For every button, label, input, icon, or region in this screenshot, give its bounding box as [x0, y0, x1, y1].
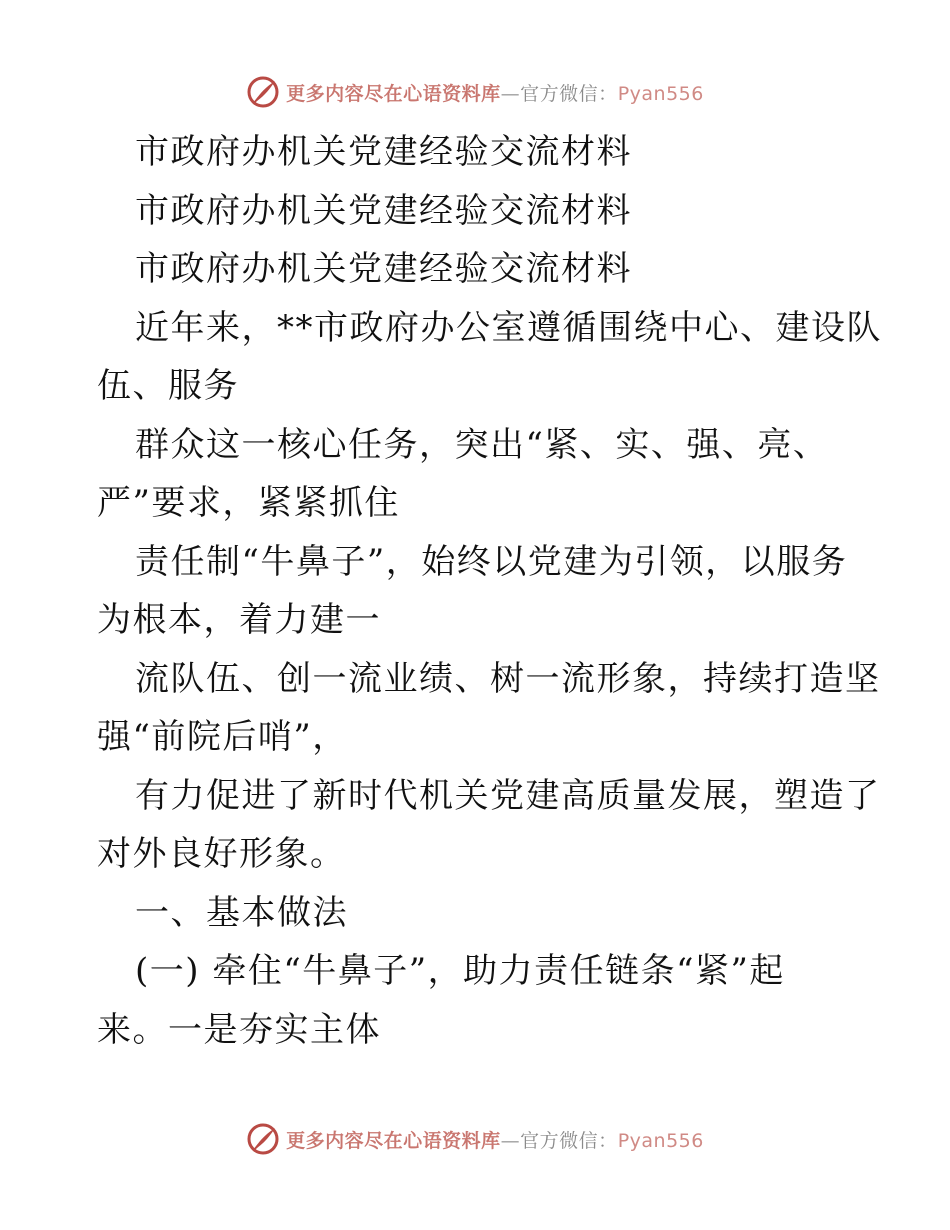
text-line: 对外良好形象。	[97, 834, 346, 874]
text-line: 流队伍、创一流业绩、树一流形象，持续打造坚	[135, 658, 881, 699]
watermark-wechat-id: Pyan556	[617, 1129, 704, 1152]
text-line: 市政府办机关党建经验交流材料	[135, 249, 632, 289]
text-line: 严”要求，紧紧抓住	[97, 483, 400, 523]
document-body	[97, 123, 882, 1059]
text-line: 市政府办机关党建经验交流材料	[135, 132, 632, 172]
text-line: 群众这一核心任务，突出“紧、实、强、亮、	[135, 424, 829, 465]
feather-pen-icon	[246, 1122, 280, 1156]
watermark-dash: —	[500, 82, 521, 105]
watermark-wechat-id: Pyan556	[617, 82, 704, 105]
watermark-label: 官方微信：	[520, 1129, 618, 1152]
text-line: 一、基本做法	[135, 892, 348, 933]
text-line: (一) 牵住“牛鼻子”，助力责任链条“紧”起	[135, 951, 785, 991]
text-line: 责任制“牛鼻子”，始终以党建为引领，以服务	[135, 541, 848, 582]
text-line: 强“前院后哨”，	[97, 717, 348, 757]
watermark-label: 官方微信：	[520, 82, 618, 105]
header-watermark	[0, 72, 950, 112]
text-line: 为根本，着力建一	[97, 600, 381, 640]
text-line: 近年来，**市政府办公室遵循围绕中心、建设队	[135, 307, 882, 348]
text-line: 有力促进了新时代机关党建高质量发展，塑造了	[135, 775, 881, 816]
watermark-dash: —	[500, 1129, 521, 1152]
watermark-brand: 更多内容尽在心语资料库	[286, 82, 501, 105]
watermark-brand: 更多内容尽在心语资料库	[286, 1129, 501, 1152]
text-line: 伍、服务	[97, 366, 239, 406]
text-line: 来。一是夯实主体	[97, 1009, 381, 1050]
feather-pen-icon	[246, 75, 280, 109]
text-line: 市政府办机关党建经验交流材料	[135, 190, 632, 231]
footer-watermark	[0, 1119, 950, 1159]
